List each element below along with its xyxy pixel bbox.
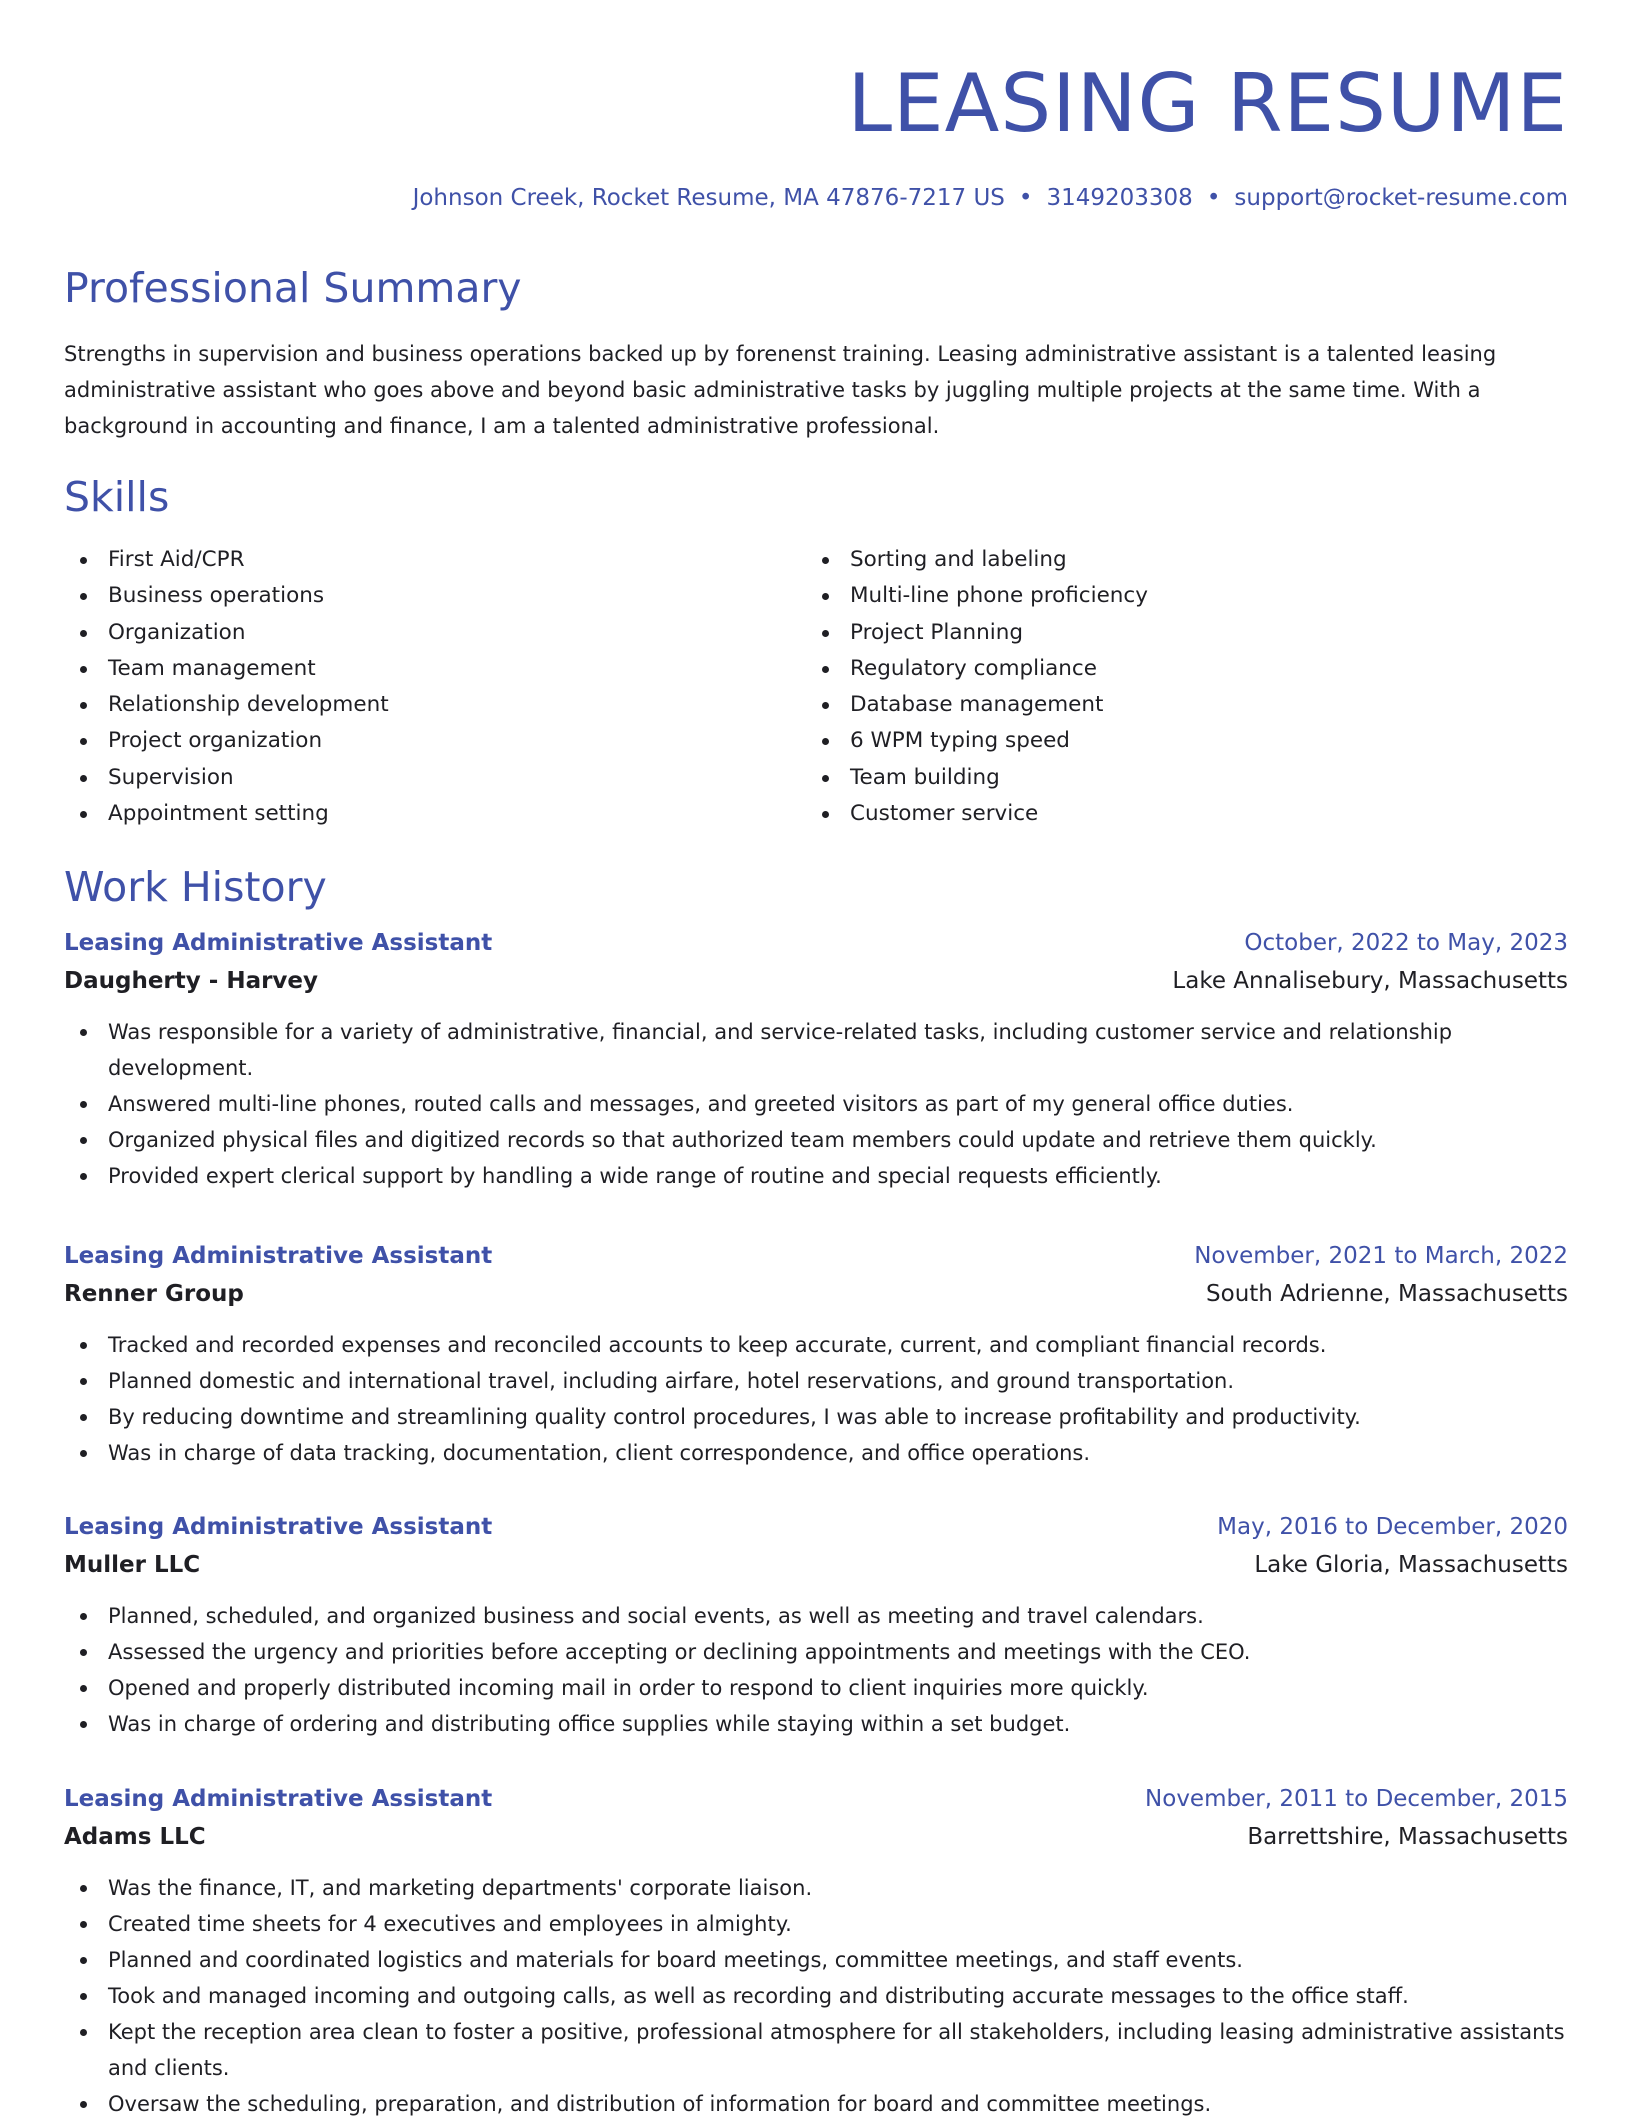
job-bullets: [64, 1870, 1568, 2122]
job-entry: [64, 924, 1568, 1194]
job-bullet: Planned, scheduled, and organized business and social events, as well as meeting and travel calendars.: [64, 1598, 1568, 1634]
job-bullet: Tracked and recorded expenses and reconciled accounts to keep accurate, current, and compliant financial records.: [64, 1327, 1568, 1363]
job-company: Muller LLC: [64, 1552, 201, 1578]
job-bullets: [64, 1327, 1568, 1471]
summary-heading: Professional Summary: [64, 264, 522, 312]
skill-item: Database management: [806, 687, 1148, 723]
contact-separator: •: [1018, 185, 1033, 211]
job-company: Adams LLC: [64, 1824, 206, 1850]
skill-item: Customer service: [806, 796, 1148, 832]
skills-heading: Skills: [64, 473, 170, 521]
job-bullet: Answered multi-line phones, routed calls and messages, and greeted visitors as part of my general office duties.: [64, 1086, 1568, 1122]
job-bullet: Took and managed incoming and outgoing calls, as well as recording and distributing accurate messages to the office staff.: [64, 1978, 1568, 2014]
job-company: Daugherty - Harvey: [64, 968, 319, 994]
job-bullet: Was in charge of data tracking, documentation, client correspondence, and office operations.: [64, 1435, 1568, 1471]
job-bullets: [64, 1598, 1568, 1742]
job-bullet: Assessed the urgency and priorities before accepting or declining appointments and meetings with the CEO.: [64, 1634, 1568, 1670]
skill-item: Team management: [64, 651, 389, 687]
job-bullet: Oversaw the scheduling, preparation, and distribution of information for board and committee meetings.: [64, 2086, 1568, 2122]
job-dates: November, 2011 to December, 2015: [1145, 1786, 1568, 1812]
job-company-row: [64, 1818, 1568, 1856]
job-entry: [64, 1237, 1568, 1471]
skill-item: Team building: [806, 760, 1148, 796]
job-dates: November, 2021 to March, 2022: [1194, 1243, 1568, 1269]
job-location: Lake Gloria, Massachusetts: [1254, 1552, 1568, 1578]
contact-line: [413, 182, 1568, 214]
summary-text: Strengths in supervision and business operations backed up by forenenst training. Leasing administrative assistant is a talented leasing administrative assistant who goes above and beyond basic administrative tasks by juggling multiple projects at the same time. With a background in accounting and finance, I am a talented administrative professional.: [64, 342, 1497, 438]
job-bullet: By reducing downtime and streamlining quality control procedures, I was able to increase profitability and productivity.: [64, 1399, 1568, 1435]
skill-item: Regulatory compliance: [806, 651, 1148, 687]
job-entry: [64, 1508, 1568, 1742]
skill-item: Project organization: [64, 723, 389, 759]
job-company-row: [64, 1546, 1568, 1584]
job-header-row: [64, 924, 1568, 962]
skill-item: Business operations: [64, 578, 389, 614]
skill-item: Project Planning: [806, 615, 1148, 651]
skill-item: Sorting and labeling: [806, 542, 1148, 578]
job-header-row: [64, 1237, 1568, 1275]
job-bullet: Planned and coordinated logistics and materials for board meetings, committee meetings, and staff events.: [64, 1942, 1568, 1978]
skill-item: First Aid/CPR: [64, 542, 389, 578]
job-bullet: Was the finance, IT, and marketing departments' corporate liaison.: [64, 1870, 1568, 1906]
job-title: Leasing Administrative Assistant: [64, 1243, 493, 1269]
job-bullet: Created time sheets for 4 executives and employees in almighty.: [64, 1906, 1568, 1942]
job-location: Barrettshire, Massachusetts: [1247, 1824, 1568, 1850]
job-bullet: Organized physical files and digitized records so that authorized team members could update and retrieve them quickly.: [64, 1122, 1568, 1158]
job-company-row: [64, 962, 1568, 1000]
job-bullet: Kept the reception area clean to foster a positive, professional atmosphere for all stakeholders, including leasing administrative assistants and clients.: [64, 2014, 1568, 2086]
work-history-heading: Work History: [64, 863, 327, 911]
skill-item: Organization: [64, 615, 389, 651]
contact-email[interactable]: support@rocket-resume.com: [1234, 185, 1568, 211]
job-title: Leasing Administrative Assistant: [64, 1786, 493, 1812]
job-title: Leasing Administrative Assistant: [64, 1514, 493, 1540]
skill-item: 6 WPM typing speed: [806, 723, 1148, 759]
skill-item: Relationship development: [64, 687, 389, 723]
job-bullet: Planned domestic and international travel, including airfare, hotel reservations, and ground transportation.: [64, 1363, 1568, 1399]
resume-title: LEASING RESUME: [847, 57, 1568, 150]
skills-list-right: [806, 542, 1148, 832]
job-location: South Adrienne, Massachusetts: [1206, 1281, 1568, 1307]
skill-item: Supervision: [64, 760, 389, 796]
job-title: Leasing Administrative Assistant: [64, 930, 493, 956]
job-bullet: Provided expert clerical support by handling a wide range of routine and special requests efficiently.: [64, 1158, 1568, 1194]
job-bullets: [64, 1014, 1568, 1194]
job-header-row: [64, 1780, 1568, 1818]
job-bullet: Was responsible for a variety of administrative, financial, and service-related tasks, including customer service and relationship development.: [64, 1014, 1568, 1086]
job-bullet: Was in charge of ordering and distributing office supplies while staying within a set budget.: [64, 1706, 1568, 1742]
skills-list-left: [64, 542, 389, 832]
job-dates: May, 2016 to December, 2020: [1217, 1514, 1568, 1540]
contact-separator: •: [1206, 185, 1221, 211]
job-header-row: [64, 1508, 1568, 1546]
job-entry: [64, 1780, 1568, 2122]
job-company-row: [64, 1275, 1568, 1313]
job-bullet: Opened and properly distributed incoming mail in order to respond to client inquiries more quickly.: [64, 1670, 1568, 1706]
contact-address: Johnson Creek, Rocket Resume, MA 47876-7217 US: [412, 185, 1005, 211]
skill-item: Multi-line phone proficiency: [806, 578, 1148, 614]
job-dates: October, 2022 to May, 2023: [1244, 930, 1568, 956]
skill-item: Appointment setting: [64, 796, 389, 832]
job-company: Renner Group: [64, 1281, 244, 1307]
job-location: Lake Annalisebury, Massachusetts: [1172, 968, 1568, 994]
contact-phone: 3149203308: [1046, 185, 1193, 211]
